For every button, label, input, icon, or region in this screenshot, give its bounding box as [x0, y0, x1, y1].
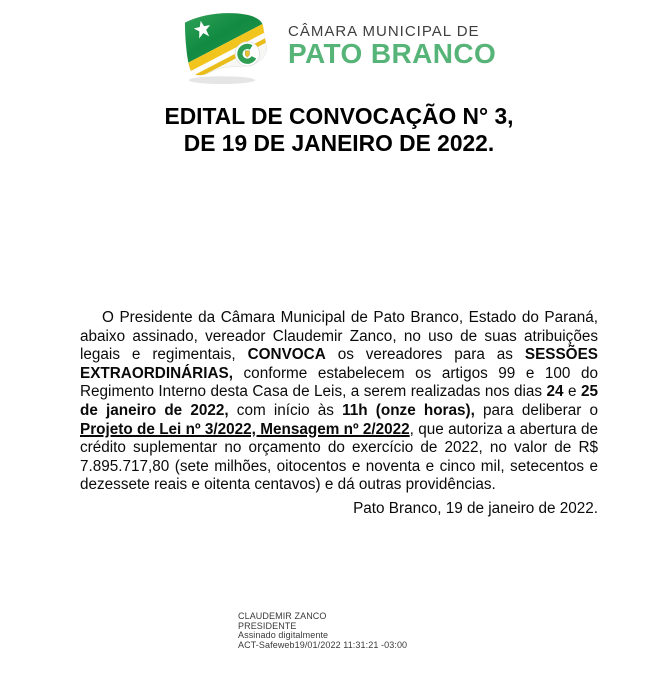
paragraph-segment: para deliberar o [474, 401, 599, 419]
flag-emblem [235, 42, 259, 66]
document-title [80, 103, 598, 157]
pato-branco-flag-icon [172, 10, 272, 86]
org-name-main: PATO BRANCO [288, 38, 497, 69]
logo-text [288, 10, 496, 67]
signature-timestamp: ACT-Safeweb19/01/2022 11:31:21 -03:00 [238, 640, 408, 651]
title-line1: EDITAL DE CONVOCAÇÃO N° 3, [164, 103, 514, 129]
header-logo [172, 10, 496, 86]
signature-block [238, 612, 407, 651]
signature-method: Assinado digitalmente [238, 630, 329, 641]
paragraph-segment: CONVOCA [247, 346, 326, 364]
paragraph-segment: O Presidente da Câmara Municipal de Pato Branco, Estado do Paraná, abaixo assinado, vereador Claudemir Zanco, no uso de suas atribuições legais e regimentais, [80, 309, 598, 364]
title-line2: DE 19 DE JANEIRO DE 2022. [183, 130, 495, 156]
paragraph-segment: com início às [228, 401, 343, 419]
body-paragraph [80, 309, 598, 495]
paragraph-segment: SESSÕES EXTRAORDINÁRIAS, [80, 346, 598, 382]
paragraph-segment: e [563, 383, 581, 401]
org-name-top: CÂMARA MUNICIPAL DE [288, 23, 480, 40]
dateline: Pato Branco, 19 de janeiro de 2022. [353, 500, 598, 517]
paragraph-segment: 25 de janeiro de 2022, [80, 383, 598, 419]
paragraph-segment: conforme estabelecem os artigos 99 e 100 do Regimento Interno desta Casa de Leis, a serem realizadas nos dias [80, 364, 598, 401]
paragraph-segment: 24 [546, 383, 564, 401]
paragraph-segment: , que autoriza a abertura de crédito suplementar no orçamento do exercício de 2022, no valor de R$ 7.895.717,80 (sete milhões, oitocentos e noventa e cinco mil, setecentos e dezessete reais e oitenta centavos) e dá outras providências. [80, 420, 598, 494]
paragraph-segment: Projeto de Lei nº 3/2022, Mensagem nº 2/2022 [80, 420, 410, 438]
paragraph-segment: 11h (onze horas), [342, 401, 475, 419]
paragraph-segment: os vereadores para as [325, 346, 525, 364]
signature-role: PRESIDENTE [238, 620, 297, 631]
signature-name: CLAUDEMIR ZANCO [238, 611, 327, 621]
